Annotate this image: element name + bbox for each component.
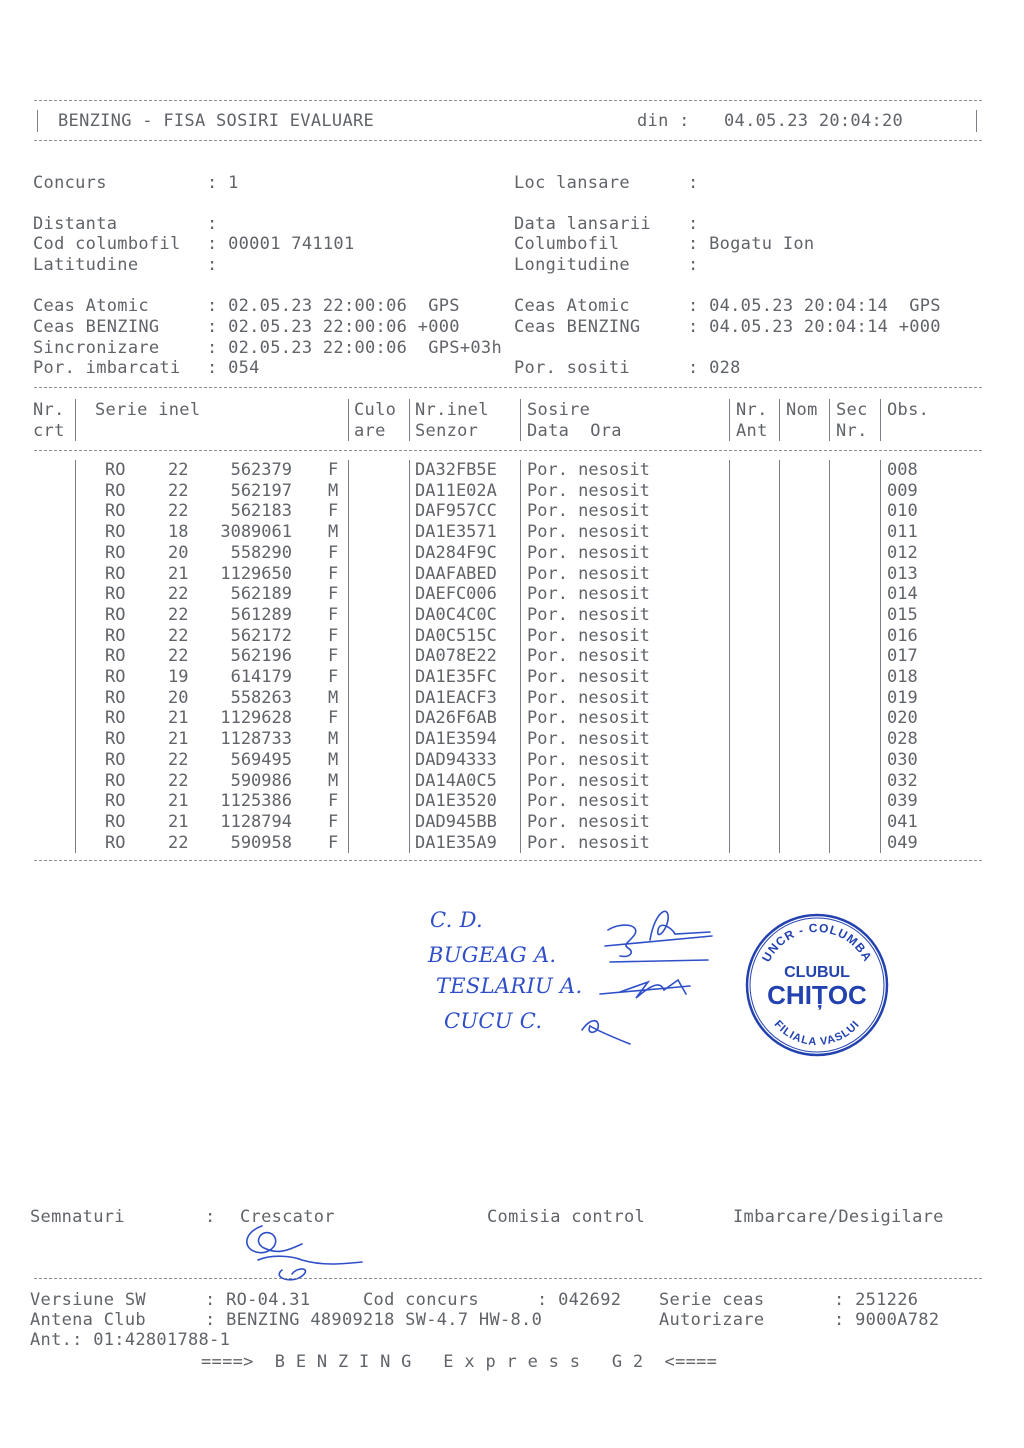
cell-arrival: Por. nesosit xyxy=(527,646,650,667)
din-label: din : xyxy=(637,111,690,131)
cell-ring-number: 590986 xyxy=(230,770,292,791)
cell-obs: 028 xyxy=(887,729,918,750)
stamp-bottom-text: FILIALA VASLUI xyxy=(771,1018,863,1049)
table-row xyxy=(0,791,1024,812)
cell-sex: F xyxy=(328,563,339,584)
print-datetime: 04.05.23 20:04:20 xyxy=(724,111,904,131)
cell-sex: M xyxy=(328,770,339,791)
divider xyxy=(34,450,982,451)
longitudine-label: Longitudine xyxy=(514,255,630,275)
ceas-benzing-label: Ceas BENZING xyxy=(33,317,160,337)
cell-ring-number: 3089061 xyxy=(220,522,292,543)
cell-ring-number: 1128733 xyxy=(220,729,292,750)
cell-obs: 041 xyxy=(887,811,918,832)
col-nom: Nom xyxy=(786,400,818,420)
cell-year: 22 xyxy=(168,604,189,625)
semnaturi-label: Semnaturi xyxy=(30,1207,125,1227)
table-row xyxy=(0,646,1024,667)
cell-year: 22 xyxy=(168,770,189,791)
loc-lansare-value: : xyxy=(688,173,699,193)
loc-lansare-label: Loc lansare xyxy=(514,173,630,193)
table-row xyxy=(0,605,1024,626)
cell-country: RO xyxy=(105,625,126,646)
cell-ring-number: 590958 xyxy=(230,832,292,853)
por-imbarcati-value: : 054 xyxy=(207,358,260,378)
table-row xyxy=(0,460,1024,481)
cell-arrival: Por. nesosit xyxy=(527,460,650,480)
cell-arrival: Por. nesosit xyxy=(527,563,650,584)
cell-arrival: Por. nesosit xyxy=(527,729,650,750)
cell-year: 20 xyxy=(168,542,189,563)
col-nr-crt-2: crt xyxy=(33,421,65,441)
cod-columbofil-value: : 00001 741101 xyxy=(207,234,355,254)
cell-sex: F xyxy=(328,584,339,605)
cell-sensor-ring: DAD94333 xyxy=(415,749,497,770)
cell-sensor-ring: DAEFC006 xyxy=(415,584,497,605)
cell-obs: 011 xyxy=(887,522,918,543)
header-right-bar xyxy=(976,110,977,132)
cell-arrival: Por. nesosit xyxy=(527,770,650,791)
ceas-atomic-label: Ceas Atomic xyxy=(33,296,149,316)
cell-sex: F xyxy=(328,791,339,812)
table-row xyxy=(0,522,1024,543)
cell-year: 19 xyxy=(168,667,189,687)
cell-arrival: Por. nesosit xyxy=(527,749,650,770)
column-separator xyxy=(880,399,881,441)
cell-ring-number: 1129650 xyxy=(220,563,292,584)
cell-country: RO xyxy=(105,542,126,563)
col-nr-ant-2: Ant xyxy=(736,421,768,441)
benzing-express-banner: ====> B E N Z I N G E x p r e s s G 2 <==== xyxy=(201,1352,718,1372)
por-imbarcati-label: Por. imbarcati xyxy=(33,358,181,378)
divider xyxy=(34,100,982,101)
col-nr-inel-2: Senzor xyxy=(415,421,479,441)
cell-ring-number: 558290 xyxy=(230,542,292,563)
distanta-label: Distanta xyxy=(33,214,118,234)
ceas-benzing-label-right: Ceas BENZING xyxy=(514,317,641,337)
cell-ring-number: 562183 xyxy=(230,501,292,522)
cell-obs: 010 xyxy=(887,501,918,522)
cell-year: 20 xyxy=(168,687,189,708)
concurs-value: : 1 xyxy=(207,173,239,193)
versiune-label: Versiune SW xyxy=(30,1290,146,1310)
cell-ring-number: 562189 xyxy=(230,584,292,605)
stamp-center-line2: CHIȚOC xyxy=(767,980,867,1010)
cell-arrival: Por. nesosit xyxy=(527,625,650,646)
column-separator xyxy=(75,399,76,441)
table-row xyxy=(0,708,1024,729)
comisia-label: Comisia control xyxy=(487,1207,646,1227)
cell-year: 22 xyxy=(168,480,189,501)
cell-sex: F xyxy=(328,832,339,853)
serie-ceas-label: Serie ceas xyxy=(659,1290,765,1310)
cell-obs: 008 xyxy=(887,460,918,480)
signature-stroke xyxy=(650,911,710,940)
table-row xyxy=(0,626,1024,647)
ceas-atomic-start: : 02.05.23 22:00:06 GPS xyxy=(207,296,460,316)
cell-year: 22 xyxy=(168,460,189,480)
col-nr-ant-1: Nr. xyxy=(736,400,768,420)
cell-year: 22 xyxy=(168,501,189,522)
cell-sensor-ring: DAF957CC xyxy=(415,501,497,522)
cell-country: RO xyxy=(105,729,126,750)
antena-value: : BENZING 48909218 SW-4.7 HW-8.0 xyxy=(205,1310,543,1330)
ceas-atomic-end: : 04.05.23 20:04:14 GPS xyxy=(688,296,941,316)
cell-obs: 030 xyxy=(887,749,918,770)
data-lansarii-value: : xyxy=(688,214,699,234)
handwritten-signatures xyxy=(560,900,740,1050)
autorizare-value: : 9000A782 xyxy=(834,1310,940,1330)
cell-country: RO xyxy=(105,667,126,687)
column-separator xyxy=(779,399,780,441)
cell-sensor-ring: DAAFABED xyxy=(415,563,497,584)
cell-country: RO xyxy=(105,501,126,522)
cell-sensor-ring: DA32FB5E xyxy=(415,460,497,480)
ceas-atomic-label-right: Ceas Atomic xyxy=(514,296,630,316)
col-sosire-1: Sosire xyxy=(527,400,591,420)
cell-arrival: Por. nesosit xyxy=(527,501,650,522)
table-row xyxy=(0,481,1024,502)
cell-sex: F xyxy=(328,542,339,563)
table-row xyxy=(0,729,1024,750)
header-left-bar xyxy=(37,110,38,132)
club-stamp xyxy=(744,912,890,1058)
column-separator xyxy=(729,399,730,441)
cell-sensor-ring: DA1E35FC xyxy=(415,667,497,687)
cell-country: RO xyxy=(105,480,126,501)
latitudine-value: : xyxy=(207,255,218,275)
cell-sensor-ring: DA26F6AB xyxy=(415,708,497,729)
cell-sensor-ring: DA14A0C5 xyxy=(415,770,497,791)
cell-year: 21 xyxy=(168,708,189,729)
signature-stroke xyxy=(605,936,712,946)
cell-sensor-ring: DA1EACF3 xyxy=(415,687,497,708)
distanta-value: : xyxy=(207,214,218,234)
data-lansarii-label: Data lansarii xyxy=(514,214,651,234)
cell-year: 18 xyxy=(168,522,189,543)
cell-sex: F xyxy=(328,646,339,667)
cell-country: RO xyxy=(105,604,126,625)
concurs-label: Concurs xyxy=(33,173,107,193)
table-row xyxy=(0,812,1024,833)
col-nr-crt-1: Nr. xyxy=(33,400,65,420)
cell-country: RO xyxy=(105,832,126,853)
cell-arrival: Por. nesosit xyxy=(527,687,650,708)
cell-ring-number: 569495 xyxy=(230,749,292,770)
cell-obs: 049 xyxy=(887,832,918,853)
cell-ring-number: 1125386 xyxy=(220,791,292,812)
table-row xyxy=(0,771,1024,792)
cell-ring-number: 1128794 xyxy=(220,811,292,832)
semnaturi-colon: : xyxy=(205,1207,216,1227)
cell-arrival: Por. nesosit xyxy=(527,522,650,543)
cell-sensor-ring: DA0C4C0C xyxy=(415,604,497,625)
cell-ring-number: 562379 xyxy=(230,460,292,480)
cell-year: 21 xyxy=(168,811,189,832)
col-culoare-1: Culo xyxy=(354,400,397,420)
col-culoare-2: are xyxy=(354,421,386,441)
signature-stroke xyxy=(610,960,708,962)
cell-sex: F xyxy=(328,501,339,522)
divider xyxy=(34,387,982,388)
cell-country: RO xyxy=(105,563,126,584)
cell-sensor-ring: DAD945BB xyxy=(415,811,497,832)
cell-year: 22 xyxy=(168,749,189,770)
cell-country: RO xyxy=(105,811,126,832)
cell-arrival: Por. nesosit xyxy=(527,604,650,625)
handwritten-line: BUGEAG A. xyxy=(428,943,557,967)
cell-obs: 020 xyxy=(887,708,918,729)
antena-id: Ant.: 01:42801788-1 xyxy=(30,1330,231,1350)
cell-arrival: Por. nesosit xyxy=(527,791,650,812)
cell-ring-number: 562196 xyxy=(230,646,292,667)
cell-sex: F xyxy=(328,460,339,480)
latitudine-label: Latitudine xyxy=(33,255,139,275)
longitudine-value: : xyxy=(688,255,699,275)
cell-ring-number: 1129628 xyxy=(220,708,292,729)
cell-country: RO xyxy=(105,522,126,543)
table-row xyxy=(0,667,1024,688)
column-separator xyxy=(520,399,521,441)
cell-year: 22 xyxy=(168,646,189,667)
cell-country: RO xyxy=(105,460,126,480)
cell-sensor-ring: DA0C515C xyxy=(415,625,497,646)
crescator-label: Crescator xyxy=(240,1207,335,1227)
cell-sensor-ring: DA1E35A9 xyxy=(415,832,497,853)
cell-ring-number: 614179 xyxy=(230,667,292,687)
columbofil-value: : Bogatu Ion xyxy=(688,234,815,254)
cell-country: RO xyxy=(105,749,126,770)
col-sosire-2: Data Ora xyxy=(527,421,622,441)
signature-stroke xyxy=(247,1226,302,1253)
table-row xyxy=(0,584,1024,605)
column-separator xyxy=(348,399,349,441)
cell-sex: F xyxy=(328,811,339,832)
cell-country: RO xyxy=(105,646,126,667)
table-row xyxy=(0,688,1024,709)
col-nr-inel-1: Nr.inel xyxy=(415,400,489,420)
cell-country: RO xyxy=(105,791,126,812)
signature-stroke xyxy=(608,925,636,956)
handwritten-line: CUCU C. xyxy=(444,1009,543,1033)
cell-sex: F xyxy=(328,625,339,646)
cell-ring-number: 562197 xyxy=(230,480,292,501)
signature-stroke xyxy=(258,1256,362,1264)
col-serie-inel: Serie inel xyxy=(95,400,201,420)
cell-sex: M xyxy=(328,749,339,770)
cell-country: RO xyxy=(105,687,126,708)
table-row xyxy=(0,501,1024,522)
cell-arrival: Por. nesosit xyxy=(527,811,650,832)
cell-obs: 039 xyxy=(887,791,918,812)
cell-arrival: Por. nesosit xyxy=(527,667,650,687)
divider xyxy=(34,140,982,141)
cell-sex: M xyxy=(328,480,339,501)
handwritten-line: C. D. xyxy=(430,908,483,932)
col-obs: Obs. xyxy=(887,400,930,420)
autorizare-label: Autorizare xyxy=(659,1310,765,1330)
cell-obs: 015 xyxy=(887,604,918,625)
cell-sex: F xyxy=(328,667,339,687)
cell-year: 22 xyxy=(168,832,189,853)
cell-obs: 014 xyxy=(887,584,918,605)
por-sositi-label: Por. sositi xyxy=(514,358,630,378)
por-sositi-value: : 028 xyxy=(688,358,741,378)
cell-obs: 017 xyxy=(887,646,918,667)
column-separator xyxy=(829,399,830,441)
cell-country: RO xyxy=(105,584,126,605)
cell-year: 22 xyxy=(168,584,189,605)
cell-sex: F xyxy=(328,708,339,729)
cell-obs: 009 xyxy=(887,480,918,501)
handwritten-line: TESLARIU A. xyxy=(436,974,583,998)
cell-arrival: Por. nesosit xyxy=(527,708,650,729)
cell-sensor-ring: DA1E3520 xyxy=(415,791,497,812)
cell-arrival: Por. nesosit xyxy=(527,832,650,853)
table-row xyxy=(0,543,1024,564)
signature-stroke xyxy=(582,1021,630,1044)
table-row xyxy=(0,833,1024,854)
cell-arrival: Por. nesosit xyxy=(527,542,650,563)
cell-arrival: Por. nesosit xyxy=(527,480,650,501)
cell-year: 21 xyxy=(168,729,189,750)
cell-ring-number: 558263 xyxy=(230,687,292,708)
sincronizare-label: Sincronizare xyxy=(33,338,160,358)
cell-ring-number: 562172 xyxy=(230,625,292,646)
cell-sensor-ring: DA078E22 xyxy=(415,646,497,667)
cell-sensor-ring: DA1E3594 xyxy=(415,729,497,750)
cell-year: 22 xyxy=(168,625,189,646)
cell-obs: 018 xyxy=(887,667,918,687)
ceas-benzing-start: : 02.05.23 22:00:06 +000 xyxy=(207,317,460,337)
table-row xyxy=(0,750,1024,771)
cell-sensor-ring: DA1E3571 xyxy=(415,522,497,543)
cell-sex: F xyxy=(328,604,339,625)
imbarcare-label: Imbarcare/Desigilare xyxy=(733,1207,944,1227)
serie-ceas-value: : 251226 xyxy=(834,1290,919,1310)
cell-sensor-ring: DA284F9C xyxy=(415,542,497,563)
cell-sex: M xyxy=(328,687,339,708)
column-separator xyxy=(409,399,410,441)
cod-columbofil-label: Cod columbofil xyxy=(33,234,181,254)
cell-obs: 019 xyxy=(887,687,918,708)
sincronizare-value: : 02.05.23 22:00:06 GPS+03h xyxy=(207,338,502,358)
cell-country: RO xyxy=(105,708,126,729)
divider xyxy=(34,1278,982,1279)
antena-label: Antena Club xyxy=(30,1310,146,1330)
stamp-top-text: UNCR - COLUMBA xyxy=(759,920,875,965)
cell-country: RO xyxy=(105,770,126,791)
cell-year: 21 xyxy=(168,563,189,584)
table-row xyxy=(0,564,1024,585)
ceas-benzing-end: : 04.05.23 20:04:14 +000 xyxy=(688,317,941,337)
cod-concurs-label: Cod concurs xyxy=(363,1290,479,1310)
columbofil-label: Columbofil xyxy=(514,234,620,254)
cell-ring-number: 561289 xyxy=(230,604,292,625)
cell-sex: M xyxy=(328,729,339,750)
stamp-center-line1: CLUBUL xyxy=(784,964,850,981)
cell-year: 21 xyxy=(168,791,189,812)
cell-sex: M xyxy=(328,522,339,543)
divider xyxy=(34,860,982,861)
document-title: BENZING - FISA SOSIRI EVALUARE xyxy=(58,111,375,131)
col-sec-nr-2: Nr. xyxy=(836,421,868,441)
cod-concurs-value: : 042692 xyxy=(537,1290,622,1310)
cell-arrival: Por. nesosit xyxy=(527,584,650,605)
cell-obs: 016 xyxy=(887,625,918,646)
cell-obs: 012 xyxy=(887,542,918,563)
cell-obs: 032 xyxy=(887,770,918,791)
cell-obs: 013 xyxy=(887,563,918,584)
col-sec-nr-1: Sec xyxy=(836,400,868,420)
versiune-value: : RO-04.31 xyxy=(205,1290,311,1310)
cell-sensor-ring: DA11E02A xyxy=(415,480,497,501)
